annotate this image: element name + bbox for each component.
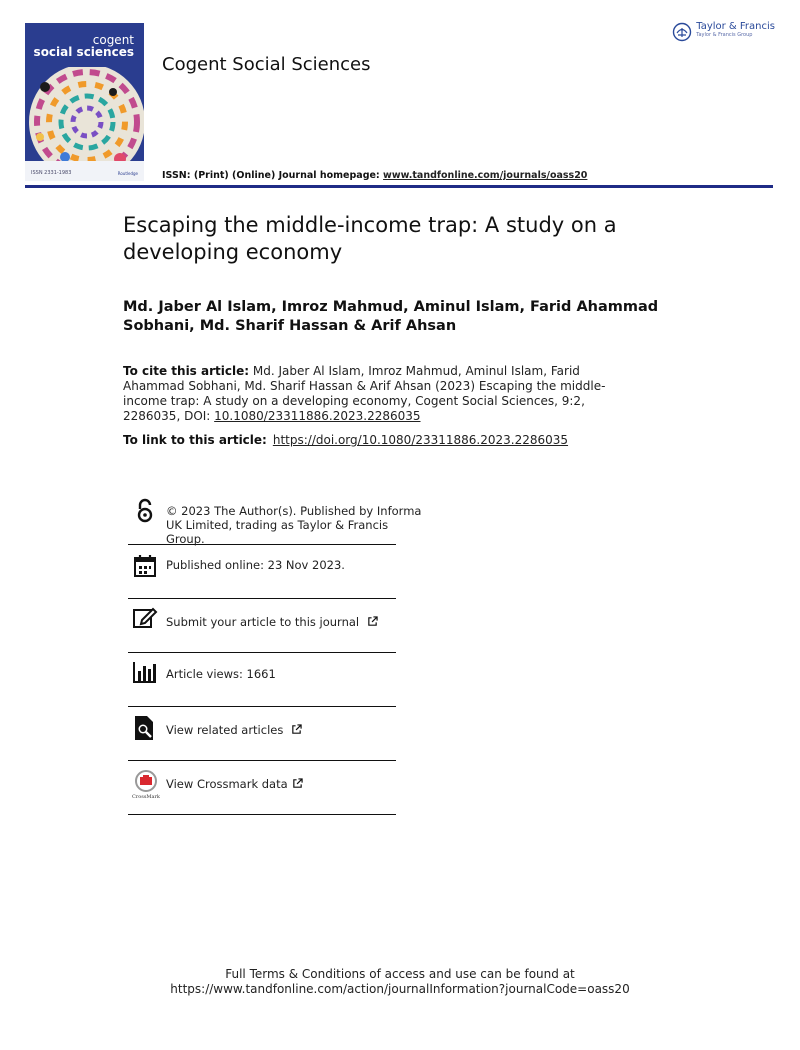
taylor-francis-logo-icon xyxy=(672,22,692,42)
views-row xyxy=(128,653,396,707)
publisher-logo[interactable] xyxy=(672,22,775,42)
article-authors: Md. Jaber Al Islam, Imroz Mahmud, Aminul Islam, Farid Ahammad Sobhani, Md. Sharif Hassan & Arif Ahsan xyxy=(123,299,659,334)
external-link-icon xyxy=(367,616,378,627)
document-search-icon xyxy=(132,715,158,741)
issn-label: ISSN: (Print) (Online) Journal homepage: xyxy=(162,170,384,181)
footer-line1: Full Terms & Conditions of access and use can be found at xyxy=(225,967,575,981)
article-link-line xyxy=(123,433,568,447)
page-footer xyxy=(0,967,800,997)
cover-title-line2: social sciences xyxy=(33,45,134,59)
journal-title: Cogent Social Sciences xyxy=(162,54,371,75)
journal-cover-image xyxy=(25,23,144,181)
copyright-line2: UK Limited, trading as Taylor & Francis xyxy=(166,518,389,532)
bar-chart-icon xyxy=(132,659,158,685)
external-link-icon xyxy=(292,778,303,789)
citation-text: Md. Jaber Al Islam, Imroz Mahmud, Aminul Islam, Farid Ahammad Sobhani, Md. Sharif Hassan & Arif Ahsan (2023) Escaping the middle-income trap: A study on a developing economy, Cogent Social Sciences, 9:2, 2286035, DOI: xyxy=(123,364,606,423)
article-views: Article views: 1661 xyxy=(166,667,276,681)
published-date: Published online: 23 Nov 2023. xyxy=(166,558,345,572)
copyright-row xyxy=(128,496,422,546)
publisher-logo-group: Taylor & Francis Group xyxy=(696,32,753,38)
cover-issn: ISSN 2331-1983 xyxy=(31,170,72,176)
submit-row[interactable] xyxy=(128,599,396,653)
article-link-label: To link to this article: xyxy=(123,433,267,447)
footer-terms-link[interactable]: https://www.tandfonline.com/action/journalInformation?journalCode=oass20 xyxy=(170,982,630,996)
copyright-line3: Group. xyxy=(166,532,205,546)
crossmark-badge-text: CrossMark xyxy=(132,794,160,799)
edit-icon xyxy=(132,605,158,631)
open-access-icon xyxy=(132,498,158,524)
citation-block xyxy=(123,364,643,424)
cover-title xyxy=(25,34,144,58)
related-row[interactable] xyxy=(128,707,396,761)
external-link-icon xyxy=(291,724,302,735)
citation-label: To cite this article: xyxy=(123,364,250,378)
cover-publisher: Routledge xyxy=(117,171,138,176)
related-articles-link[interactable]: View related articles xyxy=(166,723,284,737)
publisher-logo-name: Taylor & Francis xyxy=(696,21,775,32)
article-doi-link[interactable]: https://doi.org/10.1080/23311886.2023.2286035 xyxy=(272,433,569,447)
published-row xyxy=(128,545,396,599)
citation-doi-link[interactable]: 10.1080/23311886.2023.2286035 xyxy=(214,409,421,423)
crossmark-link[interactable]: View Crossmark data xyxy=(166,777,288,791)
article-title: Escaping the middle-income trap: A study on a developing economy xyxy=(123,213,617,264)
header-divider xyxy=(25,185,773,188)
copyright-line1: © 2023 The Author(s). Published by Informa xyxy=(166,504,422,518)
journal-homepage-link[interactable]: www.tandfonline.com/journals/oass20 xyxy=(383,170,588,181)
submit-article-link[interactable]: Submit your article to this journal xyxy=(166,615,360,629)
issn-homepage-line xyxy=(162,170,587,181)
calendar-icon xyxy=(132,553,158,579)
cover-title-line1: cogent xyxy=(92,33,134,47)
crossmark-icon xyxy=(132,769,160,799)
crossmark-row[interactable] xyxy=(128,761,396,815)
